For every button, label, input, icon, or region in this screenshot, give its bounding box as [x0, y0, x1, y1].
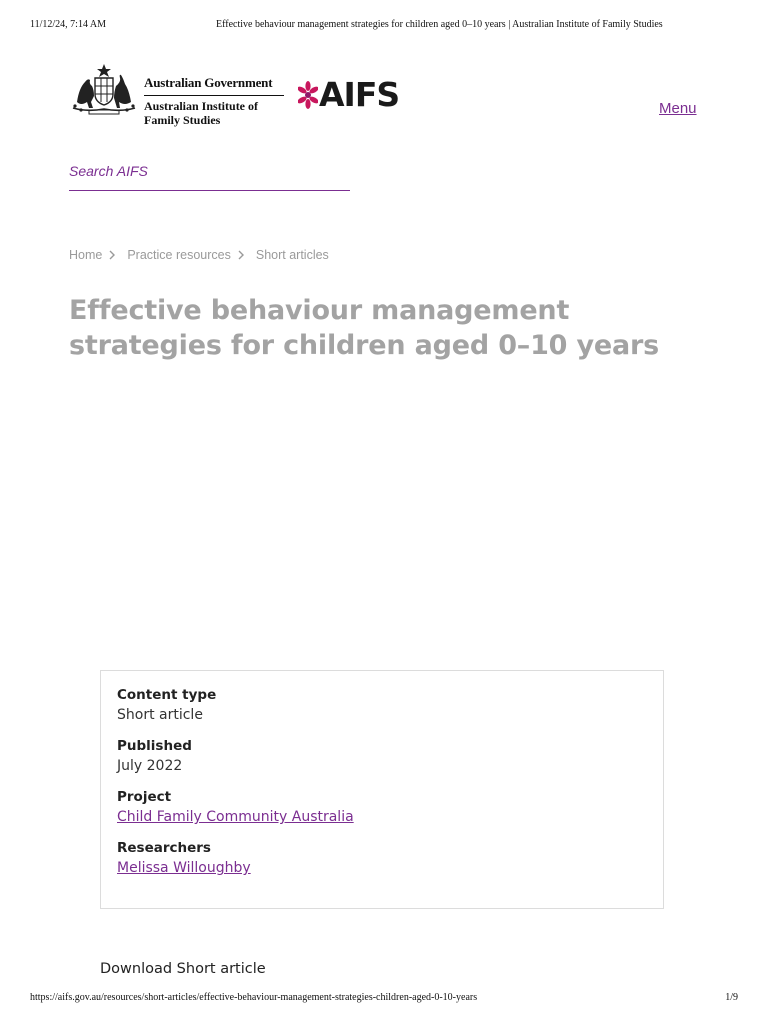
meta-published: [117, 737, 647, 776]
institute-name: Australian Institute of Family Studies: [144, 99, 259, 127]
chevron-right-icon: [107, 249, 117, 261]
meta-published-label: Published: [117, 738, 192, 754]
meta-project-label: Project: [117, 789, 172, 805]
print-page-number: 1/9: [725, 992, 738, 1003]
breadcrumb-practice-resources[interactable]: Practice resources: [127, 248, 231, 262]
breadcrumb: [69, 248, 329, 262]
meta-project-value-wrap: [117, 807, 647, 827]
page-title: Effective behaviour management strategies for children aged 0–10 years: [69, 295, 659, 361]
menu-button[interactable]: Menu: [659, 100, 697, 117]
download-heading: Download Short article: [100, 961, 266, 977]
print-header: [30, 19, 738, 33]
meta-published-value: July 2022: [117, 758, 183, 774]
australian-government-logo[interactable]: [69, 60, 281, 130]
project-link[interactable]: Child Family Community Australia: [117, 809, 354, 825]
search-field: [69, 160, 350, 191]
meta-content-type: [117, 686, 647, 725]
chevron-right-icon: [236, 249, 246, 261]
government-wordmark: [144, 75, 284, 127]
meta-content-type-label: Content type: [117, 687, 217, 703]
meta-project: [117, 788, 647, 827]
government-name: Australian Government: [144, 75, 284, 96]
print-url: https://aifs.gov.au/resources/short-articles/effective-behaviour-management-strategies-children-aged-0-10-years: [30, 992, 478, 1003]
aifs-wordmark: AIFS: [319, 75, 400, 114]
print-document-title: Effective behaviour management strategies for children aged 0–10 years | Australian Institute of Family Studies: [216, 19, 663, 30]
print-datetime: 11/12/24, 7:14 AM: [30, 19, 107, 30]
coat-of-arms-icon: [69, 62, 139, 116]
breadcrumb-short-articles[interactable]: Short articles: [255, 248, 329, 262]
meta-researchers-value-wrap: [117, 858, 647, 878]
breadcrumb-home[interactable]: Home: [69, 248, 103, 262]
meta-content-type-value: Short article: [117, 707, 203, 723]
meta-researchers-label: Researchers: [117, 840, 211, 856]
aifs-logo[interactable]: [298, 77, 399, 113]
researcher-link[interactable]: Melissa Willoughby: [117, 860, 251, 876]
print-footer: [30, 992, 738, 1006]
aifs-flower-icon: [298, 80, 318, 110]
article-metadata-panel: [100, 670, 664, 909]
meta-researchers: [117, 839, 647, 878]
search-input[interactable]: [69, 160, 350, 182]
